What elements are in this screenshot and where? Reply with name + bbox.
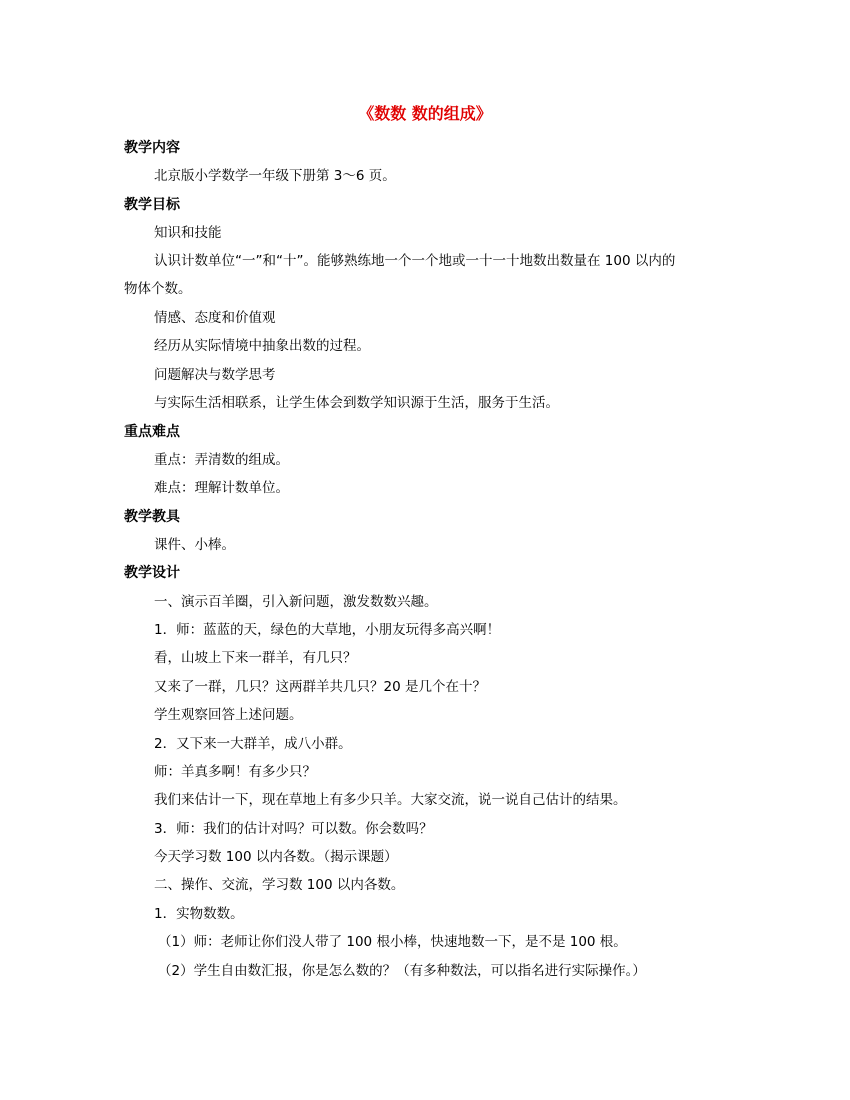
paragraph-line: 1．实物数数。 bbox=[154, 906, 244, 922]
paragraph-line: 与实际生活相联系，让学生体会到数学知识源于生活，服务于生活。 bbox=[154, 395, 559, 411]
section-heading: 教学内容 bbox=[124, 140, 180, 156]
paragraph-line: 北京版小学数学一年级下册第 3～6 页。 bbox=[154, 168, 396, 184]
paragraph-line: （2）学生自由数汇报，你是怎么数的？（有多种数法，可以指名进行实际操作。） bbox=[158, 963, 646, 979]
paragraph-line: 2．又下来一大群羊，成八小群。 bbox=[154, 736, 352, 752]
paragraph-line: 经历从实际情境中抽象出数的过程。 bbox=[154, 338, 370, 354]
paragraph-line: 一、演示百羊圈，引入新问题，激发数数兴趣。 bbox=[154, 594, 438, 610]
section-heading: 教学教具 bbox=[124, 509, 180, 525]
paragraph-line: 情感、态度和价值观 bbox=[154, 310, 276, 326]
paragraph-line: 3．师：我们的估计对吗？可以数。你会数吗？ bbox=[154, 821, 433, 837]
section-heading: 教学目标 bbox=[124, 197, 180, 213]
paragraph-line: 又来了一群，几只？这两群羊共几只？20 是几个在十？ bbox=[154, 679, 486, 695]
paragraph-line: 我们来估计一下，现在草地上有多少只羊。大家交流，说一说自己估计的结果。 bbox=[154, 792, 627, 808]
paragraph-line: 看，山坡上下来一群羊，有几只？ bbox=[154, 650, 357, 666]
section-heading: 重点难点 bbox=[124, 424, 180, 440]
paragraph-line: 二、操作、交流，学习数 100 以内各数。 bbox=[154, 877, 405, 893]
paragraph-line: 认识计数单位“一”和“十”。能够熟练地一个一个地或一十一十地数出数量在 100 以内的 bbox=[154, 253, 676, 269]
paragraph-line: 师：羊真多啊！有多少只？ bbox=[154, 764, 316, 780]
paragraph-line: 学生观察回答上述问题。 bbox=[154, 707, 303, 723]
paragraph-line: 课件、小棒。 bbox=[154, 537, 235, 553]
document-title: 《数数 数的组成》 bbox=[358, 104, 492, 123]
paragraph-line: 1．师：蓝蓝的天，绿色的大草地，小朋友玩得多高兴啊！ bbox=[154, 622, 501, 638]
section-heading: 教学设计 bbox=[124, 565, 180, 581]
paragraph-line: 今天学习数 100 以内各数。（揭示课题） bbox=[154, 849, 398, 865]
paragraph-line: 知识和技能 bbox=[154, 225, 222, 241]
paragraph-line: 物体个数。 bbox=[124, 281, 192, 297]
paragraph-line: 问题解决与数学思考 bbox=[154, 367, 276, 383]
paragraph-line: 难点：理解计数单位。 bbox=[154, 480, 289, 496]
paragraph-line: 重点：弄清数的组成。 bbox=[154, 452, 289, 468]
paragraph-line: （1）师：老师让你们没人带了 100 根小棒，快速地数一下，是不是 100 根。 bbox=[158, 934, 627, 950]
